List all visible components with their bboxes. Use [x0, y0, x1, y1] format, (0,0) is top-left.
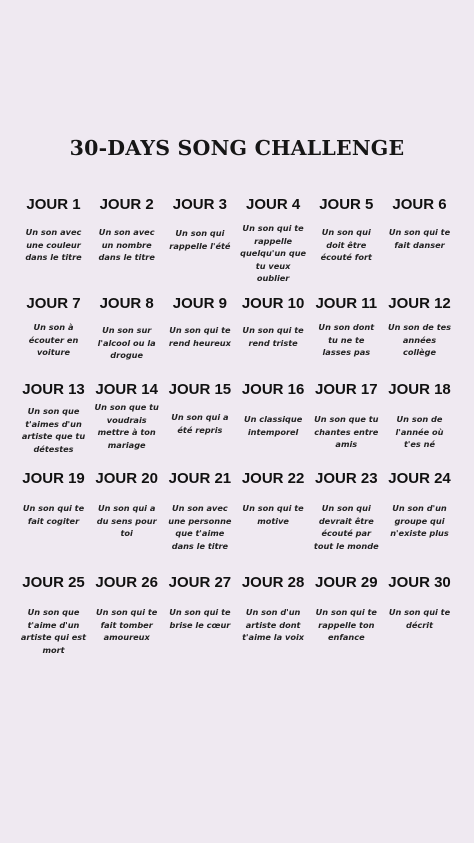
day-prompt: Un son avec un nombre dans le titre — [98, 227, 155, 263]
day-cell — [163, 470, 236, 552]
day-prompt: Un son qui te fait tomber amoureux — [96, 607, 158, 643]
day-prompt: Un son de l'année où t'es né — [395, 414, 444, 450]
day-cell — [237, 574, 310, 644]
day-prompt: Un son qui doit être écouté fort — [320, 227, 372, 263]
day-label: JOUR 8 — [99, 295, 154, 312]
day-cell — [17, 381, 90, 455]
day-prompt: Un son qui a été repris — [171, 412, 229, 435]
day-cell — [383, 381, 456, 451]
day-prompt: Un son d'un artiste dont t'aime la voix — [242, 607, 305, 643]
day-label: JOUR 9 — [172, 295, 227, 312]
day-prompt: Un son qui te rappelle ton enfance — [315, 607, 377, 643]
day-label: JOUR 16 — [241, 381, 305, 398]
day-cell — [383, 196, 456, 251]
day-prompt: Un son qui rappelle l'été — [169, 228, 231, 251]
day-cell — [310, 196, 383, 264]
day-prompt: Un son que tu chantes entre amis — [314, 414, 379, 450]
day-cell — [383, 295, 456, 359]
day-label: JOUR 1 — [26, 196, 81, 213]
day-label: JOUR 3 — [172, 196, 227, 213]
day-label: JOUR 22 — [241, 470, 305, 487]
day-label: JOUR 29 — [315, 574, 378, 591]
day-prompt: Un son que tu voudrais mettre à ton mariage — [94, 402, 159, 450]
day-prompt: Un son avec une couleur dans le titre — [25, 227, 82, 263]
day-cell — [90, 381, 163, 451]
day-cell — [383, 470, 456, 540]
day-prompt: Un son à écouter en voiture — [28, 322, 79, 358]
day-cell — [237, 295, 310, 349]
day-cell — [163, 381, 236, 436]
day-cell — [163, 295, 236, 349]
day-cell — [163, 574, 236, 631]
day-label: JOUR 12 — [388, 295, 451, 312]
day-label: JOUR 18 — [388, 381, 451, 398]
day-prompt: Un son qui te brise le cœur — [169, 607, 231, 630]
day-prompt: Un son qui te fait cogiter — [22, 503, 85, 526]
day-label: JOUR 15 — [168, 381, 232, 398]
day-label: JOUR 2 — [99, 196, 154, 213]
day-label: JOUR 25 — [22, 574, 85, 591]
day-cell — [237, 381, 310, 438]
day-cell — [90, 470, 163, 540]
day-cell — [310, 295, 383, 359]
day-prompt: Un son qui te rappelle quelqu'un que tu veux oublier — [240, 223, 307, 284]
day-prompt: Un son qui te rend triste — [242, 325, 304, 348]
challenge-grid — [17, 0, 457, 843]
day-label: JOUR 26 — [95, 574, 158, 591]
day-label: JOUR 4 — [246, 196, 301, 213]
day-prompt: Un son de tes années collège — [387, 322, 452, 358]
day-cell — [90, 295, 163, 362]
day-cell — [383, 574, 456, 631]
day-prompt: Un classique intemporel — [243, 414, 303, 437]
day-label: JOUR 28 — [241, 574, 305, 591]
day-label: JOUR 27 — [168, 574, 232, 591]
day-label: JOUR 13 — [22, 381, 85, 398]
day-cell — [163, 196, 236, 252]
day-prompt: Un son qui a du sens pour toi — [96, 503, 157, 539]
day-label: JOUR 5 — [319, 196, 374, 213]
day-label: JOUR 20 — [95, 470, 158, 487]
day-cell — [90, 574, 163, 644]
day-cell — [90, 196, 163, 264]
day-prompt: Un son avec une personne que t'aime dans le titre — [168, 503, 232, 551]
day-prompt: Un son qui te décrit — [388, 607, 451, 630]
day-prompt: Un son que t'aimes d'un artiste que tu détestes — [21, 406, 86, 454]
day-prompt: Un son que t'aime d'un artiste qui est mort — [20, 607, 87, 655]
day-label: JOUR 24 — [388, 470, 451, 487]
day-prompt: Un son qui te motive — [242, 503, 304, 526]
day-cell — [310, 574, 383, 644]
day-cell — [17, 295, 90, 359]
day-label: JOUR 14 — [95, 381, 158, 398]
day-label: JOUR 7 — [26, 295, 81, 312]
day-prompt: Un son qui devrait être écouté par tout le monde — [313, 503, 379, 551]
day-cell — [17, 196, 90, 264]
page-title: 30-DAYS SONG CHALLENGE — [69, 136, 405, 160]
day-label: JOUR 10 — [241, 295, 305, 312]
day-prompt: Un son d'un groupe qui n'existe plus — [390, 503, 449, 539]
day-prompt: Un son dont tu ne te lasses pas — [318, 322, 375, 358]
day-prompt: Un son qui te fait danser — [388, 227, 451, 250]
day-prompt: Un son qui te rend heureux — [168, 325, 231, 348]
day-label: JOUR 11 — [315, 295, 378, 312]
day-cell — [237, 470, 310, 527]
day-cell — [17, 470, 90, 527]
day-label: JOUR 17 — [315, 381, 378, 398]
day-label: JOUR 19 — [22, 470, 85, 487]
day-cell — [17, 574, 90, 656]
day-label: JOUR 30 — [388, 574, 451, 591]
day-cell — [310, 470, 383, 552]
day-label: JOUR 6 — [392, 196, 447, 213]
day-label: JOUR 23 — [315, 470, 378, 487]
day-cell — [310, 381, 383, 451]
day-cell — [237, 196, 310, 285]
day-prompt: Un son sur l'alcool ou la drogue — [97, 325, 156, 361]
day-label: JOUR 21 — [168, 470, 232, 487]
